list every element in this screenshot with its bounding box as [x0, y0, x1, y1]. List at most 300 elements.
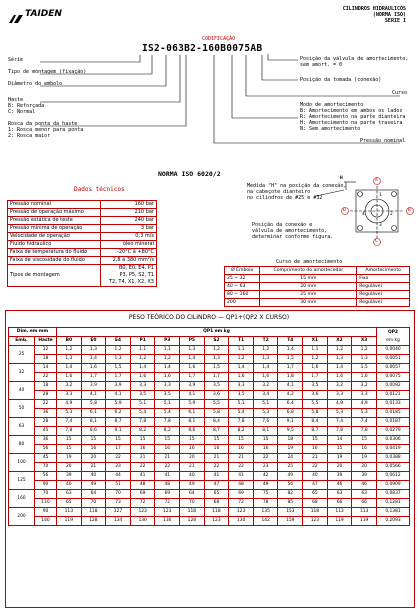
weight-rod: 22 [35, 373, 57, 382]
weight-mount-header: E0 [81, 337, 106, 346]
weight-value: 1,1 [303, 346, 328, 355]
weight-value: 1,4 [155, 364, 180, 373]
weight-value: 5,9 [180, 400, 205, 409]
weight-value: 7,4 [57, 418, 82, 427]
port-a-label: A [375, 178, 378, 183]
weight-value: 20 [57, 463, 82, 472]
weight-rod: 70 [35, 463, 57, 472]
cushion-table [224, 266, 410, 307]
weight-value: 16 [204, 445, 229, 454]
weight-rod: 45 [35, 427, 57, 436]
weight-qp2: 0,1381 [377, 508, 410, 517]
weight-row [9, 472, 410, 481]
weight-value: 5,8 [204, 409, 229, 418]
weight-value: 63 [57, 490, 82, 499]
weight-value: 69 [130, 490, 155, 499]
weight-qp2: 0,0306 [377, 436, 410, 445]
weight-value: 6,8 [278, 409, 303, 418]
weight-value: 1,5 [204, 364, 229, 373]
weight-value: 22 [229, 463, 254, 472]
weight-qp2: 0,0040 [377, 346, 410, 355]
weight-bore: 40 [9, 382, 35, 400]
weight-value: 3,4 [253, 391, 278, 400]
cushion-cell: Regulável [357, 299, 410, 307]
weight-value: 118 [81, 508, 106, 517]
tech-value: 240 bar [100, 217, 156, 225]
cushion-header-length: Comprimento do amortecedor [260, 267, 357, 275]
cushion-cell: Regulável [357, 291, 410, 299]
note-rod-thread-3: 2: Rosca maior [8, 133, 51, 139]
weight-value: 1,4 [130, 364, 155, 373]
weight-value: 56 [278, 481, 303, 490]
weight-value: 118 [204, 508, 229, 517]
weight-value: 8,1 [81, 418, 106, 427]
weight-value: 20 [81, 454, 106, 463]
weight-value: 15 [303, 436, 328, 445]
weight-value: 44 [106, 472, 131, 481]
weight-mount-header: T1 [229, 337, 254, 346]
weight-mount-header: T4 [278, 337, 303, 346]
weight-qp2: 0,0388 [377, 454, 410, 463]
weight-row [9, 454, 410, 463]
cushion-cell: 200 [225, 299, 260, 307]
weight-value: 21 [303, 454, 328, 463]
weight-mount-header: S2 [204, 337, 229, 346]
weight-row [9, 481, 410, 490]
note-cushion-2: B: Amortecimento em ambos os lados [300, 108, 403, 114]
weight-value: 1,5 [352, 364, 377, 373]
weight-value: 14 [327, 436, 352, 445]
weight-value: 5,3 [57, 409, 82, 418]
weight-value: 134 [106, 517, 131, 526]
weight-value: 20 [327, 463, 352, 472]
weight-value: 1,4 [180, 355, 205, 364]
valve-note-2: válvula de amortecimento, [252, 228, 328, 234]
weight-row [9, 517, 410, 526]
weight-rod: 140 [35, 517, 57, 526]
weight-value: 22 [204, 463, 229, 472]
weight-value: 153 [278, 508, 303, 517]
weight-rod: 28 [35, 391, 57, 400]
weight-row [9, 382, 410, 391]
weight-qp2: 0,0121 [377, 391, 410, 400]
weight-value: 5,9 [106, 400, 131, 409]
weight-row [9, 409, 410, 418]
weight-value: 7,6 [253, 418, 278, 427]
weight-value: 65 [57, 499, 82, 508]
weight-value: 21 [180, 463, 205, 472]
weight-rod: 90 [35, 481, 57, 490]
weight-value: 15 [57, 445, 82, 454]
note-stroke: Curso [392, 90, 408, 96]
weight-value: 1,2 [155, 355, 180, 364]
weight-qp2: 0,0133 [377, 400, 410, 409]
weight-value: 1,3 [253, 355, 278, 364]
weight-value: 39 [327, 472, 352, 481]
weight-value: 16 [81, 445, 106, 454]
weight-value: 15 [204, 436, 229, 445]
weight-value: 19 [278, 445, 303, 454]
weight-value: 1,2 [204, 346, 229, 355]
tech-label: Faixa de temperatura do fluido [8, 249, 101, 257]
weight-value: 8,7 [106, 418, 131, 427]
weight-value: 8,4 [204, 418, 229, 427]
weight-value: 63 [352, 490, 377, 499]
weight-value: 142 [253, 517, 278, 526]
tech-value: 160 bar [100, 201, 156, 209]
weight-value: 3,2 [352, 382, 377, 391]
weight-qp2: 0,0837 [377, 490, 410, 499]
weight-rod: 18 [35, 355, 57, 364]
weight-rod: 56 [35, 445, 57, 454]
weight-value: 8,4 [303, 418, 328, 427]
weight-value: 128 [180, 517, 205, 526]
weight-value: 15 [352, 436, 377, 445]
weight-value: 113 [327, 508, 352, 517]
title-line-2: (NORMA ISO) [372, 12, 406, 18]
weight-value: 3,9 [180, 382, 205, 391]
weight-mount-header: E4 [106, 337, 131, 346]
port-num-3: 3 [379, 223, 382, 228]
weight-row [9, 364, 410, 373]
weight-row [9, 391, 410, 400]
weight-value: 7,8 [352, 427, 377, 436]
tech-mount-line: T2, T4, X1, X2, X3 [108, 279, 154, 285]
weight-value: 3,6 [204, 391, 229, 400]
weight-value: 1,7 [106, 373, 131, 382]
weight-value: 49 [81, 481, 106, 490]
weight-value: 7,8 [130, 418, 155, 427]
weight-value: 1,7 [204, 373, 229, 382]
note-rod-2: B: Reforçada [8, 103, 45, 109]
weight-value: 119 [352, 517, 377, 526]
weight-value: 3,5 [204, 382, 229, 391]
weight-value: 3,2 [253, 382, 278, 391]
weight-value: 123 [130, 508, 155, 517]
weight-value: 6,4 [278, 400, 303, 409]
weight-rod: 45 [35, 454, 57, 463]
weight-value: 16 [180, 445, 205, 454]
weight-rod: 36 [35, 436, 57, 445]
weight-value: 21 [155, 454, 180, 463]
weight-value: 4,1 [180, 391, 205, 400]
weight-value: 127 [106, 508, 131, 517]
cushion-header-bore: Ø Êmbolo [225, 267, 260, 275]
port-num-1: 1 [379, 193, 382, 198]
weight-value: 4,9 [352, 400, 377, 409]
weight-table [8, 327, 410, 526]
weight-value: 5,8 [81, 400, 106, 409]
tech-value: óleo mineral [100, 241, 156, 249]
weight-rod: 56 [35, 472, 57, 481]
cushion-cell: 80 ~ 160 [225, 291, 260, 299]
title-line-1: CILINDROS HIDRAULICOS [342, 6, 406, 12]
weight-value: 20 [180, 454, 205, 463]
weight-value: 8,7 [204, 427, 229, 436]
weight-value: 69 [229, 490, 254, 499]
weight-value: 1,6 [155, 373, 180, 382]
weight-value: 1,2 [327, 346, 352, 355]
cushion-cell: Regulável [357, 283, 410, 291]
weight-value: 3,3 [155, 382, 180, 391]
weight-value: 49 [253, 481, 278, 490]
weight-value: 1,6 [81, 364, 106, 373]
note-cushion-4: H: Amortecimento na parte traseira [300, 120, 403, 126]
weight-value: 49 [278, 472, 303, 481]
port-note-2: na cabeçote dianteiro [247, 189, 311, 195]
weight-qp2: 0,0612 [377, 472, 410, 481]
weight-bore: 25 [9, 346, 35, 364]
weight-value: 5,3 [327, 409, 352, 418]
weight-value: 8,1 [253, 427, 278, 436]
note-mounting: Tipo de montagem (fixação) [8, 69, 87, 75]
weight-value: 21 [130, 454, 155, 463]
weight-value: 21 [229, 454, 254, 463]
weight-value: 7,8 [57, 427, 82, 436]
weight-bore: 160 [9, 490, 35, 508]
weight-value: 23 [253, 463, 278, 472]
weight-qp2: 0,0185 [377, 409, 410, 418]
port-position-diagram [0, 0, 418, 260]
weight-value: 6,2 [106, 409, 131, 418]
weight-value: 1,2 [303, 355, 328, 364]
weight-value: 16 [229, 445, 254, 454]
weight-value: 3,5 [303, 382, 328, 391]
weight-value: 5,1 [130, 400, 155, 409]
weight-qp2-label: QP2 [387, 329, 398, 335]
weight-value: 48 [229, 481, 254, 490]
weight-value: 5,1 [155, 400, 180, 409]
tech-label: Faixa de viscosidade do fluido [8, 257, 101, 265]
note-rod-thread-1: Rosca da ponta da haste [8, 121, 78, 127]
weight-value: 6,1 [180, 409, 205, 418]
note-rod-3: C: Normal [8, 109, 36, 115]
cushion-row [225, 283, 410, 291]
weight-value: 41 [229, 472, 254, 481]
weight-bore: 200 [9, 508, 35, 526]
weight-value: 47 [303, 481, 328, 490]
weight-value: 64 [81, 490, 106, 499]
weight-qp2-unit: em kg [386, 337, 400, 343]
weight-value: 1,6 [57, 373, 82, 382]
cushion-row [225, 299, 410, 307]
tech-label: Pressão mínima de operação [8, 225, 101, 233]
weight-row [9, 445, 410, 454]
weight-value: 69 [155, 490, 180, 499]
weight-value: 22 [253, 454, 278, 463]
weight-value: 1,6 [303, 364, 328, 373]
weight-value: 15 [81, 436, 106, 445]
weight-rod: 70 [35, 490, 57, 499]
weight-value: 1,1 [155, 346, 180, 355]
weight-mount-header: P1 [130, 337, 155, 346]
weight-value: 1,3 [327, 355, 352, 364]
weight-value: 130 [155, 517, 180, 526]
note-cushion-3: R: Amortecimento na parte dianteira [300, 114, 406, 120]
weight-value: 7,4 [352, 418, 377, 427]
note-rod-thread-2: 1: Rosca menor para ponta [8, 127, 84, 133]
weight-mount-header: T2 [253, 337, 278, 346]
cushion-cell: Fixo [357, 275, 410, 283]
weight-value: 8,2 [229, 427, 254, 436]
weight-value: 5,5 [303, 400, 328, 409]
weight-row [9, 418, 410, 427]
weight-value: 72 [155, 499, 180, 508]
weight-value: 4,1 [106, 391, 131, 400]
weight-value: 65 [204, 490, 229, 499]
weight-value: 1,3 [57, 355, 82, 364]
weight-bore: 125 [9, 472, 35, 490]
tech-value: 2,8 à 380 mm²/s [100, 257, 156, 265]
weight-value: 65 [303, 490, 328, 499]
weight-value: 1,3 [352, 355, 377, 364]
weight-rod: 12 [35, 346, 57, 355]
weight-value: 118 [303, 508, 328, 517]
tech-mount-line: B0, E0, E4, P1 [118, 265, 154, 271]
note-port-position: Posição da tomada (conexão) [300, 77, 382, 83]
weight-value: 1,4 [229, 364, 254, 373]
weight-value: 123 [303, 517, 328, 526]
tech-mount-label: Tipos de montagem [8, 265, 101, 287]
weight-value: 118 [180, 508, 205, 517]
weight-value: 41 [204, 472, 229, 481]
weight-mount-header: X1 [303, 337, 328, 346]
cushion-cell: 20 mm [260, 283, 357, 291]
weight-value: 19 [57, 454, 82, 463]
note-bore: Diâmetro do embolo [8, 81, 63, 87]
weight-value: 159 [278, 517, 303, 526]
weight-value: 1,1 [229, 346, 254, 355]
weight-value: 16 [155, 445, 180, 454]
tech-label: Pressão de operação máximo [8, 209, 101, 217]
weight-value: 39 [57, 472, 82, 481]
weight-value: 5,3 [352, 409, 377, 418]
valve-note-3: determinar conforme figura. [252, 234, 334, 240]
weight-value: 19 [352, 454, 377, 463]
weight-value: 20 [352, 463, 377, 472]
weight-value: 5,1 [229, 400, 254, 409]
weight-value: 7,4 [327, 418, 352, 427]
tech-value: 0,3 m/s [100, 233, 156, 241]
weight-value: 9,1 [278, 418, 303, 427]
weight-row [9, 499, 410, 508]
weight-value: 39 [352, 472, 377, 481]
weight-row [9, 508, 410, 517]
weight-value: 15 [180, 436, 205, 445]
weight-value: 5,4 [155, 409, 180, 418]
weight-value: 70 [180, 499, 205, 508]
weight-qp2: 0,0279 [377, 427, 410, 436]
weight-value: 119 [327, 517, 352, 526]
cushion-cell: 25 mm [260, 291, 357, 299]
weight-value: 1,4 [327, 364, 352, 373]
weight-row [9, 346, 410, 355]
note-cushion-5: N: Sem amortecimento [300, 126, 361, 132]
weight-qp2: 0,0075 [377, 373, 410, 382]
port-note-1: Medida "H" na posição da conexão, [247, 183, 347, 189]
weight-value: 4,1 [278, 382, 303, 391]
weight-value: 1,4 [253, 364, 278, 373]
weight-value: 113 [352, 508, 377, 517]
weight-value: 1,2 [352, 346, 377, 355]
weight-value: 73 [106, 499, 131, 508]
weight-value: 5,4 [130, 409, 155, 418]
weight-value: 40 [180, 472, 205, 481]
weight-qp2: 0,0909 [377, 481, 410, 490]
note-valve-position-1: Posição da válvula de amortecimento, [300, 56, 409, 62]
weight-qp2-header [377, 328, 410, 346]
weight-value: 3,9 [106, 382, 131, 391]
cushion-cell: 25 ~ 32 [225, 275, 260, 283]
tech-row-mounting [8, 265, 157, 287]
weight-row [9, 427, 410, 436]
weight-value: 15 [57, 436, 82, 445]
tech-value: 210 bar [100, 209, 156, 217]
weight-value: 41 [155, 472, 180, 481]
weight-value: 4,9 [57, 400, 82, 409]
tech-label: Fluido hidraulico [8, 241, 101, 249]
weight-value: 3,3 [352, 391, 377, 400]
tech-value: 3 bar [100, 225, 156, 233]
weight-value: 48 [130, 481, 155, 490]
weight-qp2: 0,0419 [377, 445, 410, 454]
weight-row [9, 436, 410, 445]
weight-qp2: 0,2093 [377, 517, 410, 526]
weight-value: 8,7 [303, 427, 328, 436]
weight-value: 1,6 [253, 373, 278, 382]
weight-value: 78 [253, 499, 278, 508]
note-pressure: Pressão nominal [360, 138, 406, 144]
weight-value: 7,8 [229, 418, 254, 427]
weight-value: 3,5 [229, 391, 254, 400]
weight-value: 1,6 [180, 364, 205, 373]
weight-value: 15 [106, 436, 131, 445]
tech-mount-values [100, 265, 156, 287]
cushion-row [225, 291, 410, 299]
weight-value: 4,2 [278, 391, 303, 400]
weight-value: 70 [106, 490, 131, 499]
weight-bore: 63 [9, 418, 35, 436]
weight-title: PESO TEÓRICO DO CILINDRO — QP1+(QP2 X CURSO) [128, 314, 290, 321]
weight-value: 8,6 [180, 427, 205, 436]
weight-qp1-header: QP1 em kg [57, 328, 377, 337]
weight-qp2: 0,0187 [377, 418, 410, 427]
weight-value: 123 [229, 508, 254, 517]
weight-value: 1,3 [204, 355, 229, 364]
weight-value: 1,2 [253, 346, 278, 355]
weight-value: 1,2 [106, 346, 131, 355]
weight-mount-header: P3 [155, 337, 180, 346]
weight-value: 1,4 [278, 346, 303, 355]
weight-mount-header: X3 [352, 337, 377, 346]
weight-value: 15 [130, 436, 155, 445]
weight-value: 16 [352, 445, 377, 454]
weight-value: 16 [253, 445, 278, 454]
weight-value: 1,7 [180, 373, 205, 382]
weight-value: 21 [204, 454, 229, 463]
weight-value: 68 [303, 499, 328, 508]
weight-mount-header: P5 [180, 337, 205, 346]
weight-row [9, 400, 410, 409]
cushion-row [225, 275, 410, 283]
cushion-header-type: Amortecimento [357, 267, 410, 275]
weight-value: 3,2 [327, 382, 352, 391]
weight-value: 1,2 [229, 355, 254, 364]
weight-value: 40 [303, 472, 328, 481]
weight-mount-header: B0 [57, 337, 82, 346]
weight-value: 18 [278, 436, 303, 445]
weight-value: 7,8 [327, 427, 352, 436]
